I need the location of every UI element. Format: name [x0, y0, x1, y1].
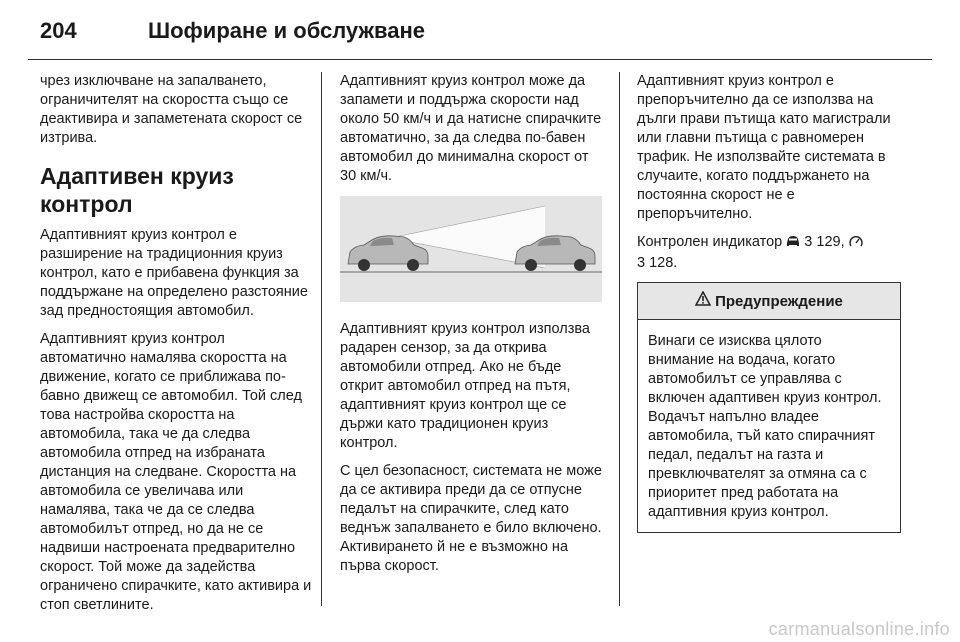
paragraph: Адаптивният круиз контрол може да запамети и поддържа скорости над около 50 км/ч и да натисне спирачките автоматично, за да следва по-бавен автомобил до минимална скорост от 30 км/ч. [340, 73, 602, 184]
watermark: carmanualsonline.info [768, 619, 950, 639]
paragraph: Адаптивният круиз контрол е разширение на традиционния круиз контрол, като е прибавена функция за поддържане на определено разстояние зад предностоящия автомобил. [40, 227, 308, 319]
page-ref[interactable]: 129, [816, 234, 845, 250]
chapter-title: Шофиране и обслужване [148, 18, 426, 43]
radar-illustration [340, 196, 602, 302]
section-heading: Адаптивен круиз контрол [40, 163, 234, 217]
warning-triangle-icon [695, 291, 711, 311]
cruise-control-icon [849, 235, 863, 254]
column-separator [619, 72, 620, 606]
page-ref-arrow: 3 [637, 255, 646, 271]
indicator-reference [637, 233, 909, 273]
page-ref-arrow: 3 [804, 234, 813, 250]
header-rule [28, 59, 932, 60]
warning-text: Винаги се изисква цялото внимание на водача, когато автомобилът се управлява с включен адаптивен круиз контрол. Водачът напълно владее автомобила, тъй като спирачният педал, педалът на газта и превключвателят за отмяна са с приоритет пред работата на адаптивния круиз контрол. [648, 333, 882, 520]
paragraph: чрез изключване на запалването, ограничителят на скоростта също се деактивира и запаметената скорост се изтрива. [40, 73, 303, 146]
column-middle [340, 72, 604, 585]
car-front-icon [786, 235, 800, 254]
paragraph: С цел безопасност, системата не може да се активира преди да се отпусне педалът на спирачките, след като веднъж запалването е било включено. Активирането й не е възможно на първа скорост. [340, 463, 602, 574]
page-header [30, 12, 930, 52]
radar-diagram [340, 196, 602, 302]
paragraph: Адаптивният круиз контрол автоматично намалява скоростта на движение, когато се приближава по-бавно движещ се автомобил. Той след това настройва скоростта на автомобила, така че да следва автомобила отпред на избраната дистанция на следване. Скоростта на автомобила се увеличава или намалява, така че да се следва автомобилът отпред, но да не се надвиши настроената предварително скорост. Той може да задейства ограничено спирачките, като активира и стоп светлините. [40, 331, 312, 613]
column-right [637, 72, 909, 533]
page-number: 204 [40, 18, 77, 43]
warning-title: Предупреждение [715, 292, 843, 310]
paragraph: Адаптивният круиз контрол използва радарен сензор, за да открива автомобили отпред. Ако не бъде открит автомобил отпред на пътя, адаптивният круиз контрол ще се държи като традиционен круиз контрол. [340, 321, 590, 451]
warning-box [637, 282, 901, 533]
paragraph: Адаптивният круиз контрол е препоръчително да се използва на дълги прави пътища като магистрали или главни пътища с равномерен трафик. Не използвайте системата в случаите, когато поддържането на постоянна скорост не е препоръчително. [637, 73, 891, 222]
warning-header [638, 283, 900, 320]
column-separator [321, 72, 322, 606]
indicator-label: Контролен индикатор [637, 234, 783, 250]
page-ref[interactable]: 128. [649, 255, 678, 271]
column-left [40, 72, 312, 624]
